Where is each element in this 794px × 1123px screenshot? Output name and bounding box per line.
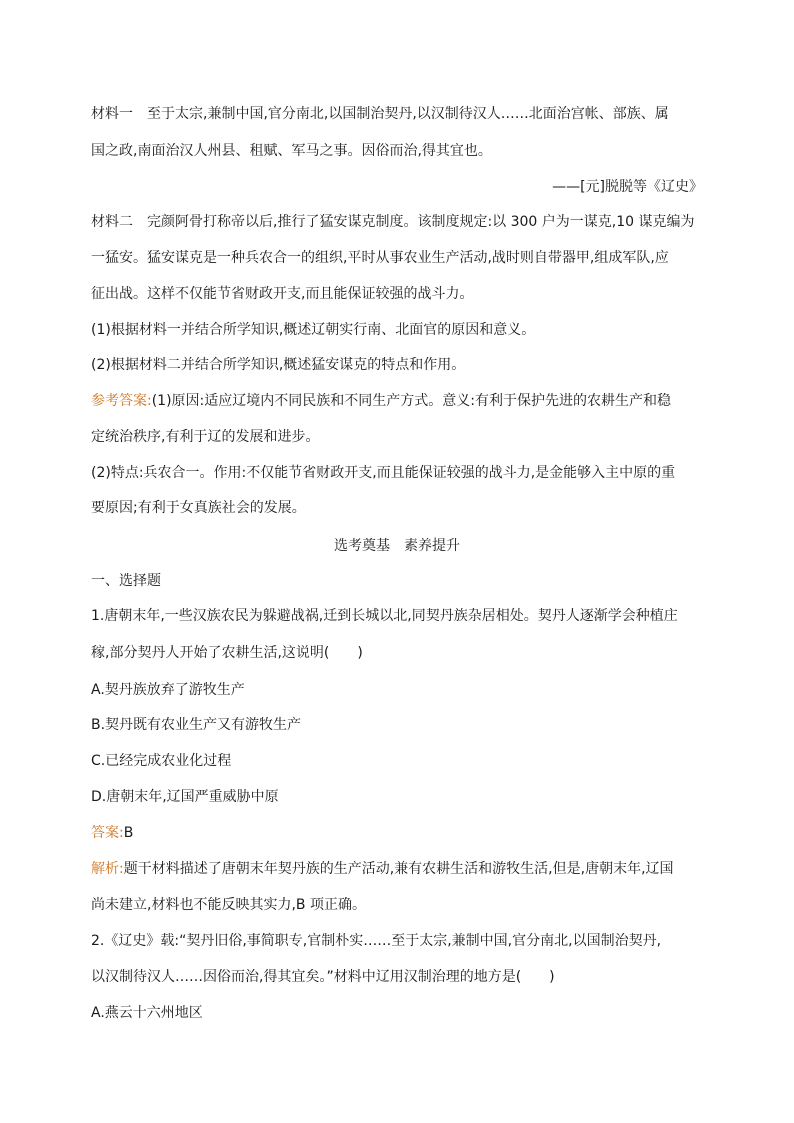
part-title: 一、选择题	[91, 573, 161, 589]
material2-line2: 一猛安。猛安谋克是一种兵农合一的组织,平时从事农业生产活动,战时则自带器甲,组成军队,应	[91, 250, 669, 266]
q1-option-d: D.唐朝末年,辽国严重威胁中原	[91, 789, 279, 805]
q1-stem-line1: 1.唐朝末年,一些汉族农民为躲避战祸,迁到长城以北,同契丹族杂居相处。契丹人逐渐学会种植庄	[91, 608, 678, 624]
q2-option-a: A.燕云十六州地区	[91, 1005, 203, 1021]
reference-answer-label: 参考答案:	[91, 393, 152, 409]
q1-analysis-label: 解析:	[91, 861, 124, 877]
reference-line3: (2)特点:兵农合一。作用:不仅能节省财政开支,而且能保证较强的战斗力,是金能够入主中原的重	[91, 465, 676, 481]
q2-stem-line2: 以汉制待汉人……因俗而治,得其宜矣。”材料中辽用汉制治理的地方是( )	[91, 969, 555, 985]
question-2: (2)根据材料二并结合所学知识,概述猛安谋克的特点和作用。	[91, 357, 466, 373]
material2-label: 材料二	[91, 214, 133, 230]
q1-answer	[91, 823, 703, 843]
material1-source: ——[元]脱脱等《辽史》	[552, 179, 703, 195]
q1-answer-value: B	[123, 825, 134, 841]
q1-answer-label: 答案:	[91, 825, 124, 841]
reference-line2: 定统治秩序,有利于辽的发展和进步。	[91, 429, 320, 445]
material2-line1: 材料二 完颜阿骨打称帝以后,推行了猛安谋克制度。该制度规定:以 300 户为一谋克,10 谋克编为	[91, 214, 695, 230]
material2-line3: 征出战。这样不仅能节省财政开支,而且能保证较强的战斗力。	[91, 286, 474, 302]
q1-option-a: A.契丹族放弃了游牧生产	[91, 682, 245, 698]
section-title: 选考奠基 素养提升	[334, 538, 460, 554]
material1-line1: 材料一 至于太宗,兼制中国,官分南北,以国制治契丹,以汉制待汉人……北面治宫帐、部族、属	[91, 106, 669, 122]
material1-line2: 国之政,南面治汉人州县、租赋、军马之事。因俗而治,得其宜也。	[91, 143, 492, 159]
q1-option-c: C.已经完成农业化过程	[91, 753, 232, 769]
q1-stem-line2: 稼,部分契丹人开始了农耕生活,这说明( )	[91, 645, 363, 661]
material1-label: 材料一	[91, 106, 133, 122]
q2-stem-line1: 2.《辽史》载:“契丹旧俗,事简职专,官制朴实……至于太宗,兼制中国,官分南北,以国制治契丹,	[91, 933, 662, 949]
question-1: (1)根据材料一并结合所学知识,概述辽朝实行南、北面官的原因和意义。	[91, 322, 536, 338]
q1-analysis-line2: 尚未建立,材料也不能反映其实力,B 项正确。	[91, 897, 366, 913]
q1-option-b: B.契丹既有农业生产又有游牧生产	[91, 717, 302, 733]
reference-line1: 参考答案:(1)原因:适应辽境内不同民族和不同生产方式。意义:有利于保护先进的农耕生产和稳	[91, 393, 671, 409]
q1-analysis-line1: 解析:题干材料描述了唐朝末年契丹族的生产活动,兼有农耕生活和游牧生活,但是,唐朝末年,辽国	[91, 861, 674, 877]
reference-line4: 要原因;有利于女真族社会的发展。	[91, 500, 306, 516]
